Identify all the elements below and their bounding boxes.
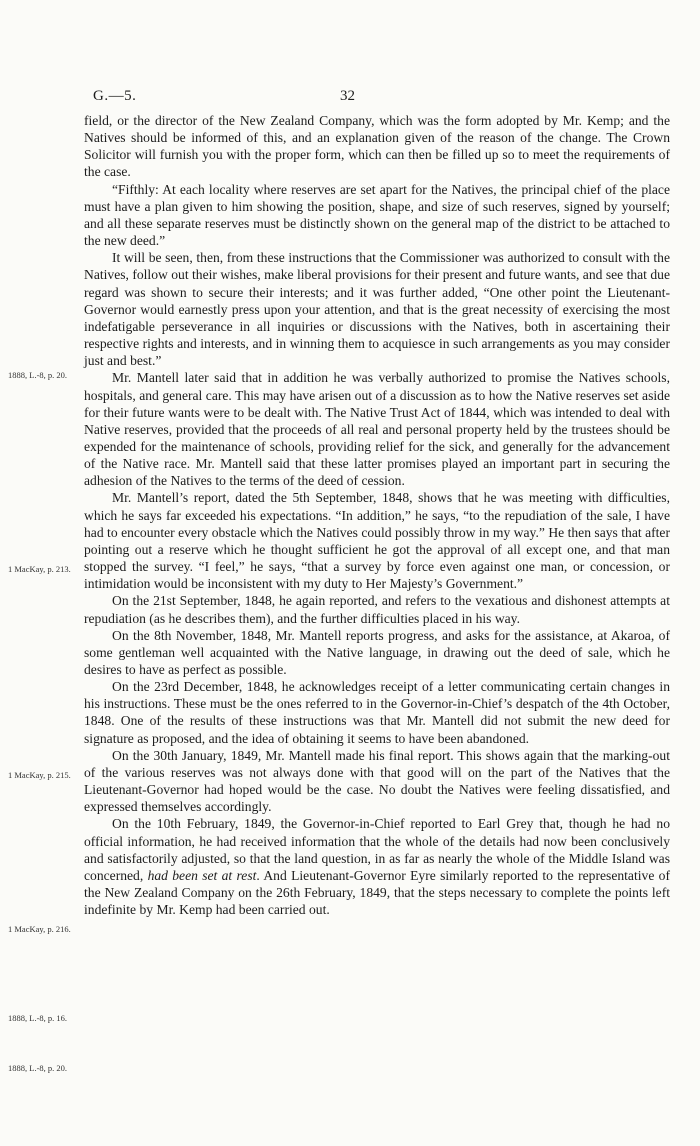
page-number: 32 bbox=[340, 88, 355, 104]
paragraph-nov-8-report: On the 8th November, 1848, Mr. Mantell reports progress, and asks for the assistance, at Akaroa, of some gentleman well acquainted with the Native language, in drawing out the deed of sale, which he desires to have as perfect as possible. bbox=[84, 627, 670, 677]
margin-note: 1 MacKay, p. 215. bbox=[8, 770, 71, 780]
document-reference: G.—5. bbox=[93, 88, 137, 104]
margin-note: 1888, L.-8, p. 20. bbox=[8, 1063, 68, 1073]
margin-note: 1 MacKay, p. 213. bbox=[8, 564, 71, 574]
paragraph-final-report: On the 30th January, 1849, Mr. Mantell made his final report. This shows again that the marking-out of the various reserves was not always done with that good will on the part of the Natives that the Lieutenant-Governor had hoped would be the case. No doubt the Natives were feeling dissatisfied, and expressed themselves accordingly. bbox=[84, 747, 670, 815]
margin-note: 1888, L.-8, p. 20. bbox=[8, 370, 68, 380]
paragraph-instructions: It will be seen, then, from these instructions that the Commissioner was authorized to consult with the Natives, follow out their wishes, make liberal provisions for their present and future wants, and see that due regard was shown to secure their interests; and it was further added, “One other point the Lieutenant-Governor would earnestly press upon your attention, and that is the great necessity of exercising the most indefatigable perseverance in all inquiries or discussions with the Natives, both in ascertaining their respective rights and interests, and in winning them to acquiesce in such arrangements as you may consider just and best.” bbox=[84, 250, 670, 369]
paragraph-earl-grey-report bbox=[84, 815, 670, 918]
paragraph-sept-21-report: On the 21st September, 1848, he again reported, and refers to the vexatious and dishonest attempts at repudiation (as he describes them), and the further difficulties placed in his way. bbox=[84, 593, 670, 626]
paragraph-verbal-promise: Mr. Mantell later said that in addition he was verbally authorized to promise the Natives schools, hospitals, and general care. This may have arisen out of a discussion as to how the Native reserves set aside for their future wants were to be dealt with. The Native Trust Act of 1844, which was intended to deal with Native reserves, provided that the proceeds of all real and personal property held by the trustees should be expended for the maintenance of schools, providing relief for the sick, and generally for the advancement of the Native race. Mr. Mantell said that these latter promises played an important part in securing the adhesion of the Natives to the terms of the deed of cession. bbox=[84, 370, 670, 489]
paragraph-text-end: . And Lieutenant-Governor Eyre similarly reported to the representative of the New Zealand Company on the 26th February, 1849, that the steps necessary to complete the points left indefinite by Mr. Kemp had been carried out. bbox=[84, 867, 670, 918]
paragraph-text: On the 10th February, 1849, the Governor-in-Chief reported to Earl Grey that, though he had no official information, he had received information that the whole of the details had now been conclusively and satisfactorily adjusted, so that the land question, in as far as nearly the whole of the Middle Island was concerned, bbox=[84, 816, 670, 883]
paragraph-dec-23-report: On the 23rd December, 1848, he acknowledges receipt of a letter communicating certain changes in his instructions. These must be the ones referred to in the Governor-in-Chief’s despatch of the 4th October, 1848. One of the results of these instructions was that Mr. Mantell did not submit the new deed for signature as proposed, and the idea of obtaining it seems to have been abandoned. bbox=[84, 679, 670, 746]
body-text bbox=[84, 112, 670, 918]
italic-phrase: had been set at rest bbox=[147, 867, 257, 883]
paragraph-fifthly-quote: “Fifthly: At each locality where reserves are set apart for the Natives, the principal chief of the place must have a plan given to him showing the position, shape, and size of such reserves, signed by yourself; and all these separate reserves must be distinctly shown on the general map of the district to be attached to the new deed.” bbox=[84, 181, 670, 249]
paragraph-continuation: field, or the director of the New Zealand Company, which was the form adopted by Mr. Kemp; and the Natives should be informed of this, and an explanation given of the reason of the change. The Crown Solicitor will furnish you with the proper form, which can then be filled up so to meet the requirements of the case. bbox=[84, 113, 670, 180]
margin-note: 1 MacKay, p. 216. bbox=[8, 924, 71, 934]
margin-note: 1888, L.-8, p. 16. bbox=[8, 1013, 68, 1023]
paragraph-sept-5-report: Mr. Mantell’s report, dated the 5th September, 1848, shows that he was meeting with difficulties, which he says far exceeded his expectations. “In addition,” he says, “to the repudiation of the sale, I have had to encounter every obstacle which the Natives could possibly throw in my way.” He then says that after pointing out a reserve which he thought sufficient he got the approval of all except one, and that man stopped the survey. “I feel,” he says, “that a survey by force even against one man, or concession, or intimidation would be inconsistent with my duty to Her Majesty’s Government.” bbox=[84, 490, 670, 592]
